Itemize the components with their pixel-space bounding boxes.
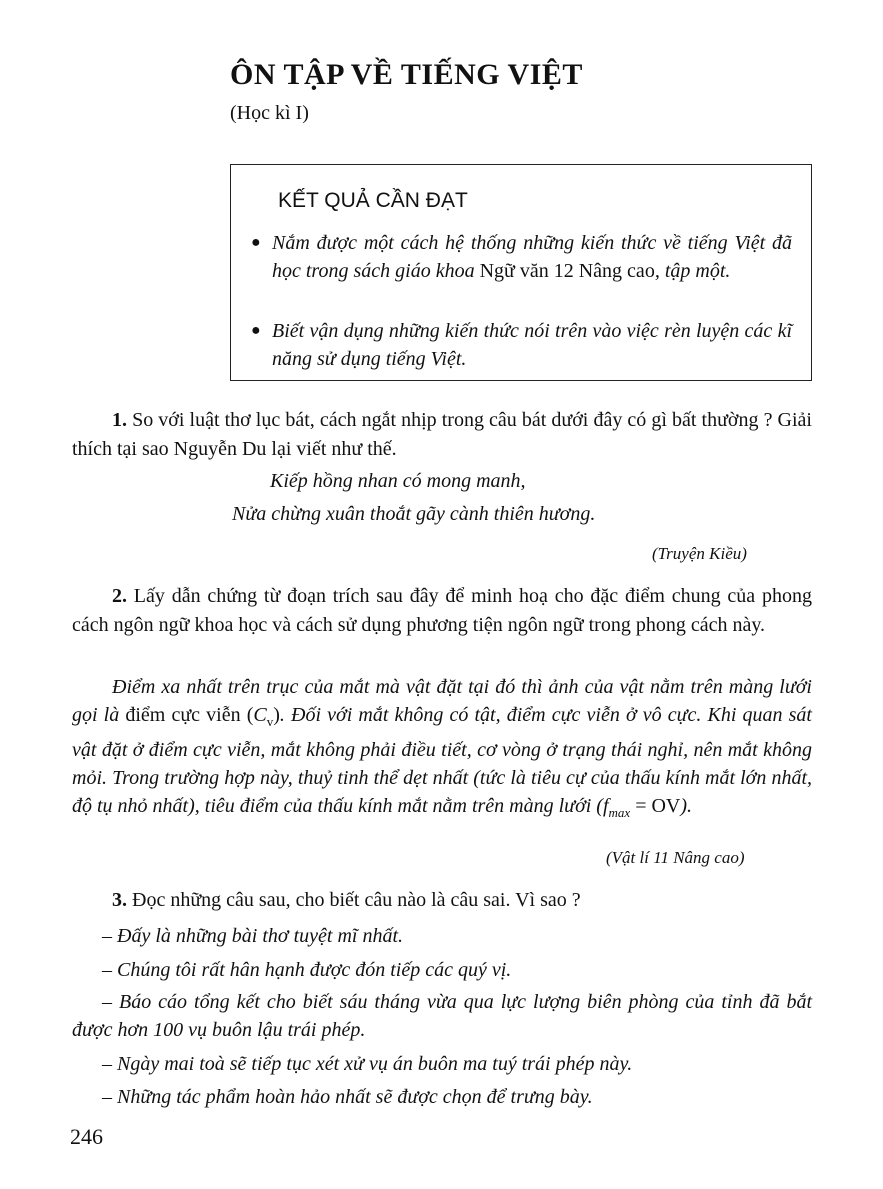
question-number: 1.: [112, 409, 127, 431]
goal-text: , tập một.: [654, 260, 731, 282]
excerpt-formula: = OV: [630, 795, 681, 817]
source-citation: (Vật lí 11 Nâng cao): [606, 848, 745, 867]
question-number: 2.: [112, 585, 127, 607]
excerpt-term: điểm cực viễn (: [125, 704, 254, 726]
learning-goals-heading: KẾT QUẢ CẦN ĐẠT: [278, 189, 468, 212]
question-3: [72, 886, 812, 915]
question-text: Đọc những câu sau, cho biết câu nào là câu sai. Vì sao ?: [127, 889, 581, 911]
excerpt-symbol: f: [602, 795, 609, 817]
sentence-item: [72, 1050, 812, 1078]
goal-text: Nắm được một cách hệ thống những kiến thức về tiếng Việt đã học trong sách giáo khoa: [272, 232, 792, 282]
sentence-text: Đấy là những bài thơ tuyệt mĩ nhất.: [117, 925, 403, 947]
question-number: 3.: [112, 889, 127, 911]
dash-marker: –: [102, 1086, 112, 1108]
sentence-text: Báo cáo tổng kết cho biết sáu tháng vừa qua lực lượng biên phòng của tỉnh đã bắt được hơn 100 vụ buôn lậu trái phép.: [72, 991, 812, 1041]
excerpt-subscript: v: [266, 714, 274, 729]
learning-goal-item: [251, 317, 792, 373]
bullet-icon: ●: [251, 322, 261, 339]
sentence-item: [72, 1083, 812, 1111]
excerpt-text: . Đối với mắt không có tật, điểm cực viễn ở vô cực. Khi quan sát vật đặt ở điểm cực viễn, mắt không phải điều tiết, cơ vòng ở trạng thái nghỉ, nên mắt không mỏi. Trong trường hợp này, thuỷ tinh thể dẹt nhất (tức là tiêu cự của thấu kính mắt lớn nhất, độ tụ nhỏ nhất), tiêu điểm của thấu kính mắt nằm trên màng lưới (: [72, 704, 812, 817]
sentence-text: Ngày mai toà sẽ tiếp tục xét xử vụ án buôn ma tuý trái phép này.: [117, 1053, 633, 1075]
page-title: ÔN TẬP VỀ TIẾNG VIỆT: [230, 58, 583, 91]
excerpt-subscript: max: [608, 805, 631, 820]
page-number: 246: [70, 1124, 103, 1149]
question-1: [72, 406, 812, 464]
sentence-item: [72, 956, 812, 984]
excerpt-symbol: C: [253, 704, 267, 726]
dash-marker: –: [102, 991, 112, 1013]
source-citation: (Truyện Kiều): [652, 544, 747, 563]
science-excerpt: [72, 673, 812, 827]
question-text: Lấy dẫn chứng từ đoạn trích sau đây để minh hoạ cho đặc điểm chung của phong cách ngôn ngữ khoa học và cách sử dụng phương tiện ngôn ngữ trong phong cách này.: [72, 585, 812, 636]
excerpt-text: ): [273, 704, 280, 726]
learning-goal-item: [251, 229, 792, 285]
sentence-item: [72, 988, 812, 1044]
sentence-text: Chúng tôi rất hân hạnh được đón tiếp các quý vị.: [117, 959, 512, 981]
page-subtitle: (Học kì I): [230, 102, 309, 124]
sentence-text: Những tác phẩm hoàn hảo nhất sẽ được chọn để trưng bày.: [117, 1086, 593, 1108]
excerpt-text: Điểm xa nhất trên trục của mắt mà vật đặt tại đó thì ảnh của vật nằm trên màng lưới gọi là: [72, 676, 812, 726]
question-2: [72, 582, 812, 640]
excerpt-text: ).: [680, 795, 693, 817]
goal-text: Biết vận dụng những kiến thức nói trên vào việc rèn luyện các kĩ năng sử dụng tiếng Việt.: [272, 320, 792, 370]
dash-marker: –: [102, 925, 112, 947]
sentence-item: [72, 922, 812, 950]
dash-marker: –: [102, 1053, 112, 1075]
dash-marker: –: [102, 959, 112, 981]
learning-goals-box: [230, 164, 812, 381]
question-text: So với luật thơ lục bát, cách ngắt nhịp trong câu bát dưới đây có gì bất thường ? Giải thích tại sao Nguyễn Du lại viết như thế.: [72, 409, 812, 460]
poem-line: Nửa chừng xuân thoắt gãy cành thiên hương.: [232, 503, 596, 525]
bullet-icon: ●: [251, 234, 261, 251]
poem-line: Kiếp hồng nhan có mong manh,: [270, 470, 526, 492]
book-title: Ngữ văn 12 Nâng cao: [479, 260, 655, 282]
